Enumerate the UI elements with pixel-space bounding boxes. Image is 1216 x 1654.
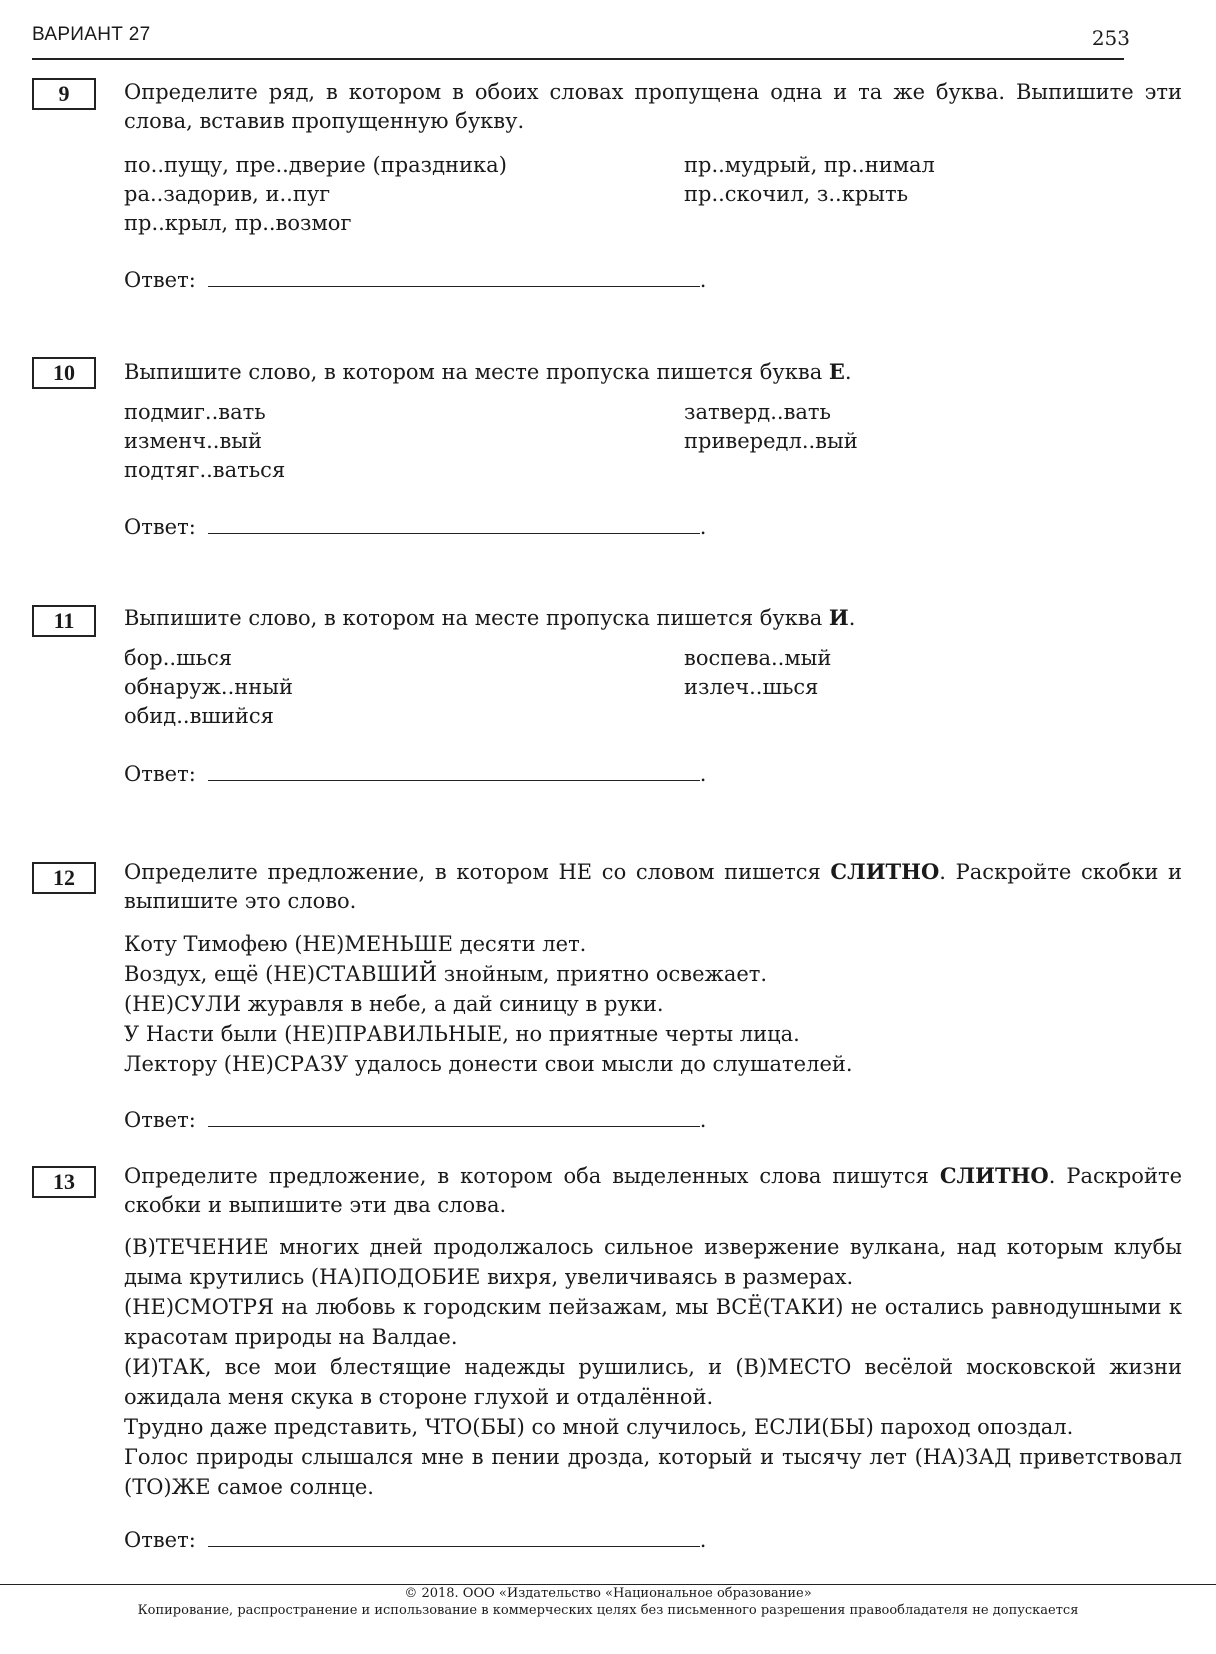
sentence-list	[124, 929, 1182, 1079]
answer-row: Ответ: .	[124, 1528, 707, 1552]
question-end: . Раскройте скобки и выпишите эти два слова.	[124, 1164, 1182, 1217]
task-question	[124, 357, 1182, 387]
task-question	[124, 857, 1182, 916]
answer-field[interactable]	[208, 1528, 700, 1547]
answer-row: Ответ: .	[124, 515, 707, 539]
page-footer	[0, 1584, 1216, 1619]
sentence-list	[124, 1232, 1182, 1502]
sentence: (И)ТАК, все мои блестящие надежды рушились, и (В)МЕСТО весёлой московской жизни ожидала меня скука в стороне глухой и отдалённой.	[124, 1355, 1182, 1409]
task-number-box: 9	[32, 78, 96, 110]
answer-label: Ответ:	[124, 1528, 196, 1552]
answer-label: Ответ:	[124, 268, 196, 292]
answer-field[interactable]	[208, 515, 700, 534]
question-end: .	[848, 606, 856, 630]
option: затверд..вать	[684, 400, 831, 424]
task-question: Определите ряд, в котором в обоих словах пропущена одна и та же буква. Выпишите эти слова, вставив пропущенную букву.	[124, 80, 1182, 133]
option: бор..шься	[124, 646, 233, 670]
option: привередл..вый	[684, 429, 858, 453]
question-letter: Е	[828, 359, 845, 384]
variant-title: ВАРИАНТ 27	[32, 24, 151, 45]
sentence: (НЕ)СМОТРЯ на любовь к городским пейзажам, мы ВСЁ(ТАКИ) не остались равнодушными к красотам природы на Валдае.	[124, 1295, 1182, 1349]
sentence: Воздух, ещё (НЕ)СТАВШИЙ знойным, приятно освежает.	[124, 962, 768, 986]
answer-label: Ответ:	[124, 1108, 196, 1132]
answer-field[interactable]	[208, 1108, 700, 1127]
answer-row: Ответ: .	[124, 268, 707, 292]
answer-label: Ответ:	[124, 515, 196, 539]
task-question	[124, 1161, 1182, 1220]
question-bold: СЛИТНО	[939, 1163, 1049, 1188]
task-question	[124, 603, 1182, 633]
option: по..пущу, пре..дверие (праздника)	[124, 153, 507, 177]
sentence: Голос природы слышался мне в пении дрозда, который и тысячу лет (НА)ЗАД приветствовал (ТО)ЖЕ самое солнце.	[124, 1445, 1182, 1499]
option: изменч..вый	[124, 429, 262, 453]
sentence: (НЕ)СУЛИ журавля в небе, а дай синицу в руки.	[124, 992, 664, 1016]
answer-label: Ответ:	[124, 762, 196, 786]
page-number: 253	[1091, 26, 1130, 50]
question-end: . Раскройте скобки и выпишите это слово.	[124, 860, 1182, 913]
option: подмиг..вать	[124, 400, 266, 424]
copyright: © 2018. ООО «Издательство «Национальное образование»	[404, 1586, 812, 1601]
option: пр..мудрый, пр..нимал	[684, 153, 935, 177]
page-header	[32, 22, 1130, 60]
answer-field[interactable]	[208, 268, 700, 287]
task-number-box: 11	[32, 605, 96, 637]
sentence: У Насти были (НЕ)ПРАВИЛЬНЫЕ, но приятные черты лица.	[124, 1022, 800, 1046]
option: пр..скочил, з..крыть	[684, 182, 909, 206]
question-text: Выпишите слово, в котором на месте пропуска пишется буква	[124, 606, 829, 630]
answer-field[interactable]	[208, 762, 700, 781]
answer-row: Ответ: .	[124, 1108, 707, 1132]
sentence: Лектору (НЕ)СРАЗУ удалось донести свои мысли до слушателей.	[124, 1052, 853, 1076]
question-end: .	[844, 360, 852, 384]
question-letter: И	[828, 605, 849, 630]
task-number-box: 13	[32, 1166, 96, 1198]
question-text: Определите предложение, в котором оба выделенных слова пишутся	[124, 1164, 940, 1188]
option: воспева..мый	[684, 646, 832, 670]
question-text: Определите предложение, в котором НЕ со словом пишется	[124, 860, 831, 884]
question-text: Выпишите слово, в котором на месте пропуска пишется буква	[124, 360, 829, 384]
sentence: Коту Тимофею (НЕ)МЕНЬШЕ десяти лет.	[124, 932, 587, 956]
sentence: (В)ТЕЧЕНИЕ многих дней продолжалось сильное извержение вулкана, над которым клубы дыма крутились (НА)ПОДОБИЕ вихря, увеличиваясь в размерах.	[124, 1235, 1182, 1289]
sentence: Трудно даже представить, ЧТО(БЫ) со мной случилось, ЕСЛИ(БЫ) пароход опоздал.	[124, 1415, 1074, 1439]
answer-row: Ответ: .	[124, 762, 707, 786]
task-number-box: 12	[32, 862, 96, 894]
question-bold: СЛИТНО	[830, 859, 940, 884]
option: подтяг..ваться	[124, 458, 286, 482]
option: обнаруж..нный	[124, 675, 293, 699]
option: ра..задорив, и..пуг	[124, 182, 331, 206]
copyright-notice: Копирование, распространение и использование в коммерческих целях без письменного разрешения правообладателя не допускается	[137, 1603, 1079, 1618]
task-number-box: 10	[32, 357, 96, 389]
option: излеч..шься	[684, 675, 819, 699]
option: пр..крыл, пр..возмог	[124, 211, 352, 235]
option: обид..вшийся	[124, 704, 274, 728]
